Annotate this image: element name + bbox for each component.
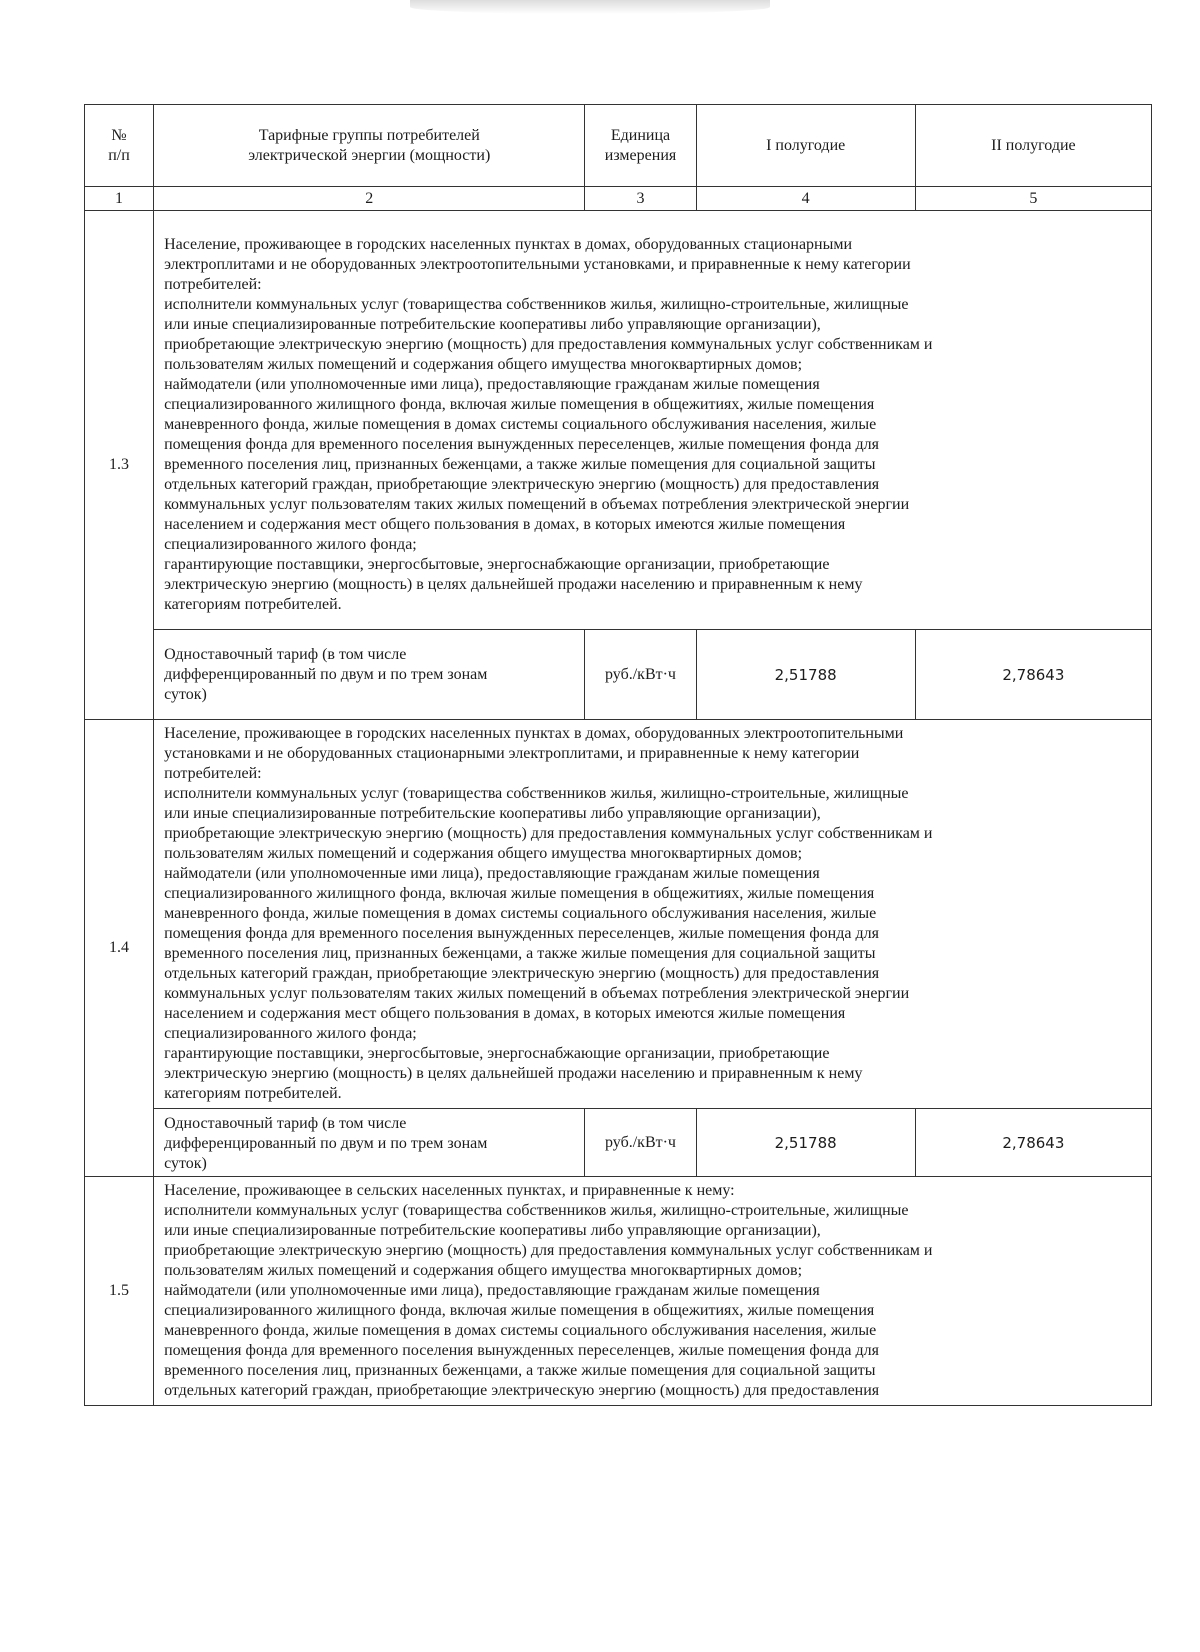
- description-line: маневренного фонда, жилые помещения в домах системы социального обслуживания населения, жилые: [164, 1322, 877, 1339]
- column-index: 3: [585, 187, 696, 211]
- header-half2: II полугодие: [915, 105, 1151, 187]
- tariff-row: [85, 1109, 1152, 1177]
- table-row: [85, 211, 1152, 630]
- tariff-half1-value: 2,51788: [696, 1109, 915, 1177]
- description-line: электрическую энергию (мощность) в целях дальнейшей продажи населению и приравненным к нему: [164, 1065, 863, 1082]
- description-line: отдельных категорий граждан, приобретающие электрическую энергию (мощность) для предоставления: [164, 965, 880, 982]
- description-line: специализированного жилого фонда;: [164, 536, 417, 553]
- description-line: исполнители коммунальных услуг (товарищества собственников жилья, жилищно-строительные, жилищные: [164, 785, 909, 802]
- description-line: населением и содержания мест общего пользования в домах, в которых имеются жилые помещения: [164, 516, 846, 533]
- row-number: 1.4: [85, 720, 154, 1177]
- description-line: наймодатели (или уполномоченные ими лица), предоставляющие гражданам жилые помещения: [164, 1282, 820, 1299]
- description-line: или иные специализированные потребительские кооперативы либо управляющие организации),: [164, 1222, 821, 1239]
- description-line: помещения фонда для временного поселения вынужденных переселенцев, жилые помещения фонда для: [164, 1342, 879, 1359]
- table-row: [85, 720, 1152, 1109]
- row-description: [154, 720, 1152, 1109]
- tariff-half2-value: 2,78643: [915, 630, 1151, 720]
- description-line: Население, проживающее в городских населенных пунктах в домах, оборудованных стационарными: [164, 236, 853, 253]
- description-line: категориям потребителей.: [164, 1085, 342, 1102]
- description-line: пользователям жилых помещений и содержания общего имущества многоквартирных домов;: [164, 845, 803, 862]
- column-index: 2: [154, 187, 585, 211]
- description-line: помещения фонда для временного поселения вынужденных переселенцев, жилые помещения фонда для: [164, 925, 879, 942]
- description-line: помещения фонда для временного поселения вынужденных переселенцев, жилые помещения фонда для: [164, 436, 879, 453]
- description-line: электроплитами и не оборудованных электроотопительными установками, и приравненные к нему категории: [164, 256, 911, 273]
- description-line: Население, проживающее в городских населенных пунктах в домах, оборудованных электроотопительными: [164, 725, 904, 742]
- description-line: временного поселения лиц, признанных беженцами, а также жилые помещения для социальной защиты: [164, 1362, 876, 1379]
- description-line: коммунальных услуг пользователям таких жилых помещений в объемах потребления электрической энергии: [164, 985, 910, 1002]
- column-index: 1: [85, 187, 154, 211]
- tariff-name: Одноставочный тариф (в том числе дифференцированный по двум и по трем зонам суток): [154, 630, 585, 720]
- tariff-half2-value: 2,78643: [915, 1109, 1151, 1177]
- description-line: маневренного фонда, жилые помещения в домах системы социального обслуживания населения, жилые: [164, 416, 877, 433]
- description-line: отдельных категорий граждан, приобретающие электрическую энергию (мощность) для предоставления: [164, 1382, 880, 1399]
- table-header-row: [85, 105, 1152, 187]
- header-number: № п/п: [85, 105, 154, 187]
- description-line: специализированного жилищного фонда, включая жилые помещения в общежитиях, жилые помещения: [164, 396, 875, 413]
- description-line: электрическую энергию (мощность) в целях дальнейшей продажи населению и приравненным к нему: [164, 576, 863, 593]
- row-number: 1.3: [85, 211, 154, 720]
- description-line: пользователям жилых помещений и содержания общего имущества многоквартирных домов;: [164, 356, 803, 373]
- description-line: маневренного фонда, жилые помещения в домах системы социального обслуживания населения, жилые: [164, 905, 877, 922]
- description-line: исполнители коммунальных услуг (товарищества собственников жилья, жилищно-строительные, жилищные: [164, 1202, 909, 1219]
- tariff-unit: руб./кВт·ч: [585, 1109, 696, 1177]
- description-line: пользователям жилых помещений и содержания общего имущества многоквартирных домов;: [164, 1262, 803, 1279]
- header-half1: I полугодие: [696, 105, 915, 187]
- row-description: [154, 1177, 1152, 1406]
- description-line: приобретающие электрическую энергию (мощность) для предоставления коммунальных услуг собственникам и: [164, 1242, 933, 1259]
- description-line: коммунальных услуг пользователям таких жилых помещений в объемах потребления электрической энергии: [164, 496, 910, 513]
- description-line: категориям потребителей.: [164, 596, 342, 613]
- description-line: специализированного жилищного фонда, включая жилые помещения в общежитиях, жилые помещения: [164, 1302, 875, 1319]
- description-line: отдельных категорий граждан, приобретающие электрическую энергию (мощность) для предоставления: [164, 476, 880, 493]
- column-index: 4: [696, 187, 915, 211]
- description-line: приобретающие электрическую энергию (мощность) для предоставления коммунальных услуг собственникам и: [164, 336, 933, 353]
- table-row: [85, 1177, 1152, 1406]
- tariff-name: Одноставочный тариф (в том числе дифференцированный по двум и по трем зонам суток): [154, 1109, 585, 1177]
- row-number: 1.5: [85, 1177, 154, 1406]
- column-index: 5: [915, 187, 1151, 211]
- description-line: временного поселения лиц, признанных беженцами, а также жилые помещения для социальной защиты: [164, 945, 876, 962]
- description-line: Население, проживающее в сельских населенных пунктах, и приравненные к нему:: [164, 1182, 735, 1199]
- description-line: потребителей:: [164, 765, 262, 782]
- tariff-table: [84, 104, 1152, 1406]
- description-line: приобретающие электрическую энергию (мощность) для предоставления коммунальных услуг собственникам и: [164, 825, 933, 842]
- tariff-row: [85, 630, 1152, 720]
- tariff-half1-value: 2,51788: [696, 630, 915, 720]
- description-line: или иные специализированные потребительские кооперативы либо управляющие организации),: [164, 316, 821, 333]
- description-line: наймодатели (или уполномоченные ими лица), предоставляющие гражданам жилые помещения: [164, 376, 820, 393]
- description-line: или иные специализированные потребительские кооперативы либо управляющие организации),: [164, 805, 821, 822]
- description-line: исполнители коммунальных услуг (товарищества собственников жилья, жилищно-строительные, жилищные: [164, 296, 909, 313]
- description-line: специализированного жилищного фонда, включая жилые помещения в общежитиях, жилые помещения: [164, 885, 875, 902]
- description-line: потребителей:: [164, 276, 262, 293]
- tariff-unit: руб./кВт·ч: [585, 630, 696, 720]
- description-line: гарантирующие поставщики, энергосбытовые, энергоснабжающие организации, приобретающие: [164, 1045, 830, 1062]
- row-description: [154, 211, 1152, 630]
- column-index-row: [85, 187, 1152, 211]
- description-line: временного поселения лиц, признанных беженцами, а также жилые помещения для социальной защиты: [164, 456, 876, 473]
- description-line: населением и содержания мест общего пользования в домах, в которых имеются жилые помещения: [164, 1005, 846, 1022]
- header-groups: Тарифные группы потребителей электрической энергии (мощности): [154, 105, 585, 187]
- header-unit: Единица измерения: [585, 105, 696, 187]
- description-line: установками и не оборудованных стационарными электроплитами, и приравненные к нему категории: [164, 745, 860, 762]
- description-line: специализированного жилого фонда;: [164, 1025, 417, 1042]
- description-line: наймодатели (или уполномоченные ими лица), предоставляющие гражданам жилые помещения: [164, 865, 820, 882]
- scan-smudge: [410, 0, 770, 14]
- description-line: гарантирующие поставщики, энергосбытовые, энергоснабжающие организации, приобретающие: [164, 556, 830, 573]
